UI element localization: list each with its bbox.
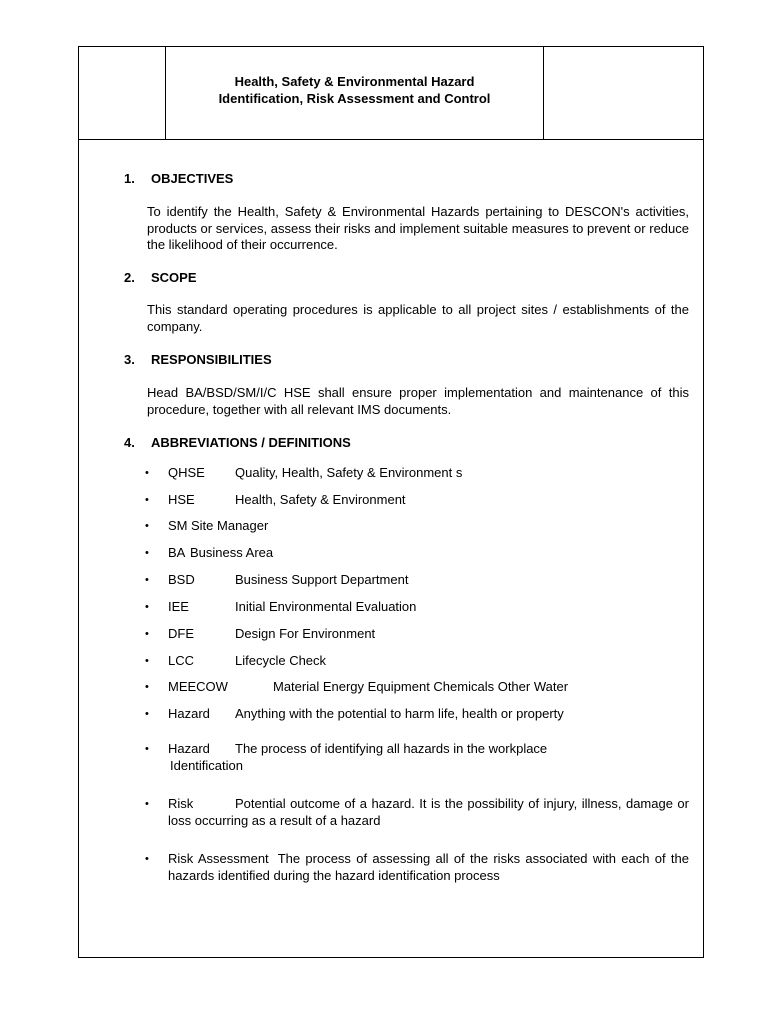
header-logo-cell (79, 47, 166, 139)
definition: Business Support Department (235, 572, 409, 587)
abbreviation: MEECOW (168, 679, 228, 694)
definition: Lifecycle Check (235, 653, 327, 668)
abbreviation: HSE (168, 492, 195, 507)
definition: Design For Environment (235, 626, 376, 641)
definition: Anything with the potential to harm life, health or property (235, 706, 564, 721)
bullet-icon: • (145, 708, 149, 720)
definition: Health, Safety & Environment (235, 492, 406, 507)
section-number: 3. (124, 352, 135, 367)
abbreviation: BSD (168, 572, 195, 587)
abbreviation-line-1: Hazard (168, 741, 210, 756)
definition-block (168, 851, 689, 884)
bullet-icon: • (145, 520, 149, 532)
bullet-icon: • (145, 798, 149, 810)
bullet-icon: • (145, 655, 149, 667)
abbreviation: BA (168, 545, 186, 560)
document-header (79, 47, 703, 140)
section-title: RESPONSIBILITIES (151, 352, 272, 367)
header-info-cell (543, 47, 703, 139)
objectives-text: To identify the Health, Safety & Environmental Hazards pertaining to DESCON's activities, products or services, assess their risks and implement suitable measures to prevent or reduce the likelihood of their occurrence. (147, 204, 689, 252)
section-title: OBJECTIVES (151, 171, 234, 186)
abbreviation: QHSE (168, 465, 205, 480)
document-title (166, 73, 543, 107)
bullet-icon: • (145, 628, 149, 640)
abbreviation: Risk Assessment (168, 851, 269, 866)
definition: Quality, Health, Safety & Environment s (235, 465, 463, 480)
abbreviation: IEE (168, 599, 189, 614)
abbreviation: Risk (168, 796, 194, 811)
bullet-icon: • (145, 547, 149, 559)
abbreviation-line-2: Identification (170, 757, 243, 773)
section-number: 2. (124, 270, 135, 285)
abbreviation (168, 741, 243, 774)
definition-item-risk-assessment (145, 851, 691, 885)
title-line-1: Health, Safety & Environmental Hazard (234, 74, 475, 89)
section-number: 1. (124, 171, 135, 186)
definition: Potential outcome of a hazard. It is the possibility of injury, illness, damage or loss occurring as a result of a hazard (168, 796, 689, 828)
bullet-icon: • (145, 574, 149, 586)
abbreviation: DFE (168, 626, 194, 641)
section-title: SCOPE (151, 270, 197, 285)
definition-item-hazard-identification (145, 741, 691, 775)
definition: Material Energy Equipment Chemicals Other Water (273, 679, 569, 694)
definition-block (168, 796, 689, 829)
section-title: ABBREVIATIONS / DEFINITIONS (151, 435, 351, 450)
section-number: 4. (124, 435, 135, 450)
definition-item-risk (145, 796, 691, 830)
bullet-icon: • (145, 494, 149, 506)
bullet-icon: • (145, 467, 149, 479)
bullet-icon: • (145, 743, 149, 755)
definition: Site Manager (191, 518, 269, 533)
definition: Business Area (190, 545, 274, 560)
definition: Initial Environmental Evaluation (235, 599, 417, 614)
definition: The process of identifying all hazards in the workplace (235, 741, 548, 756)
bullet-icon: • (145, 601, 149, 613)
title-line-2: Identification, Risk Assessment and Control (218, 91, 491, 106)
abbreviation: LCC (168, 653, 195, 668)
abbreviation: Hazard (168, 706, 210, 721)
scope-text: This standard operating procedures is applicable to all project sites / establishments of the company. (147, 302, 689, 334)
document-frame (78, 46, 704, 958)
abbreviation: SM (168, 518, 188, 533)
bullet-icon: • (145, 853, 149, 865)
definition: The process of assessing all of the risks associated with each of the hazards identified during the hazard identification process (168, 851, 690, 883)
responsibilities-text: Head BA/BSD/SM/I/C HSE shall ensure proper implementation and maintenance of this procedure, together with all relevant IMS documents. (147, 385, 689, 417)
bullet-icon: • (145, 681, 149, 693)
